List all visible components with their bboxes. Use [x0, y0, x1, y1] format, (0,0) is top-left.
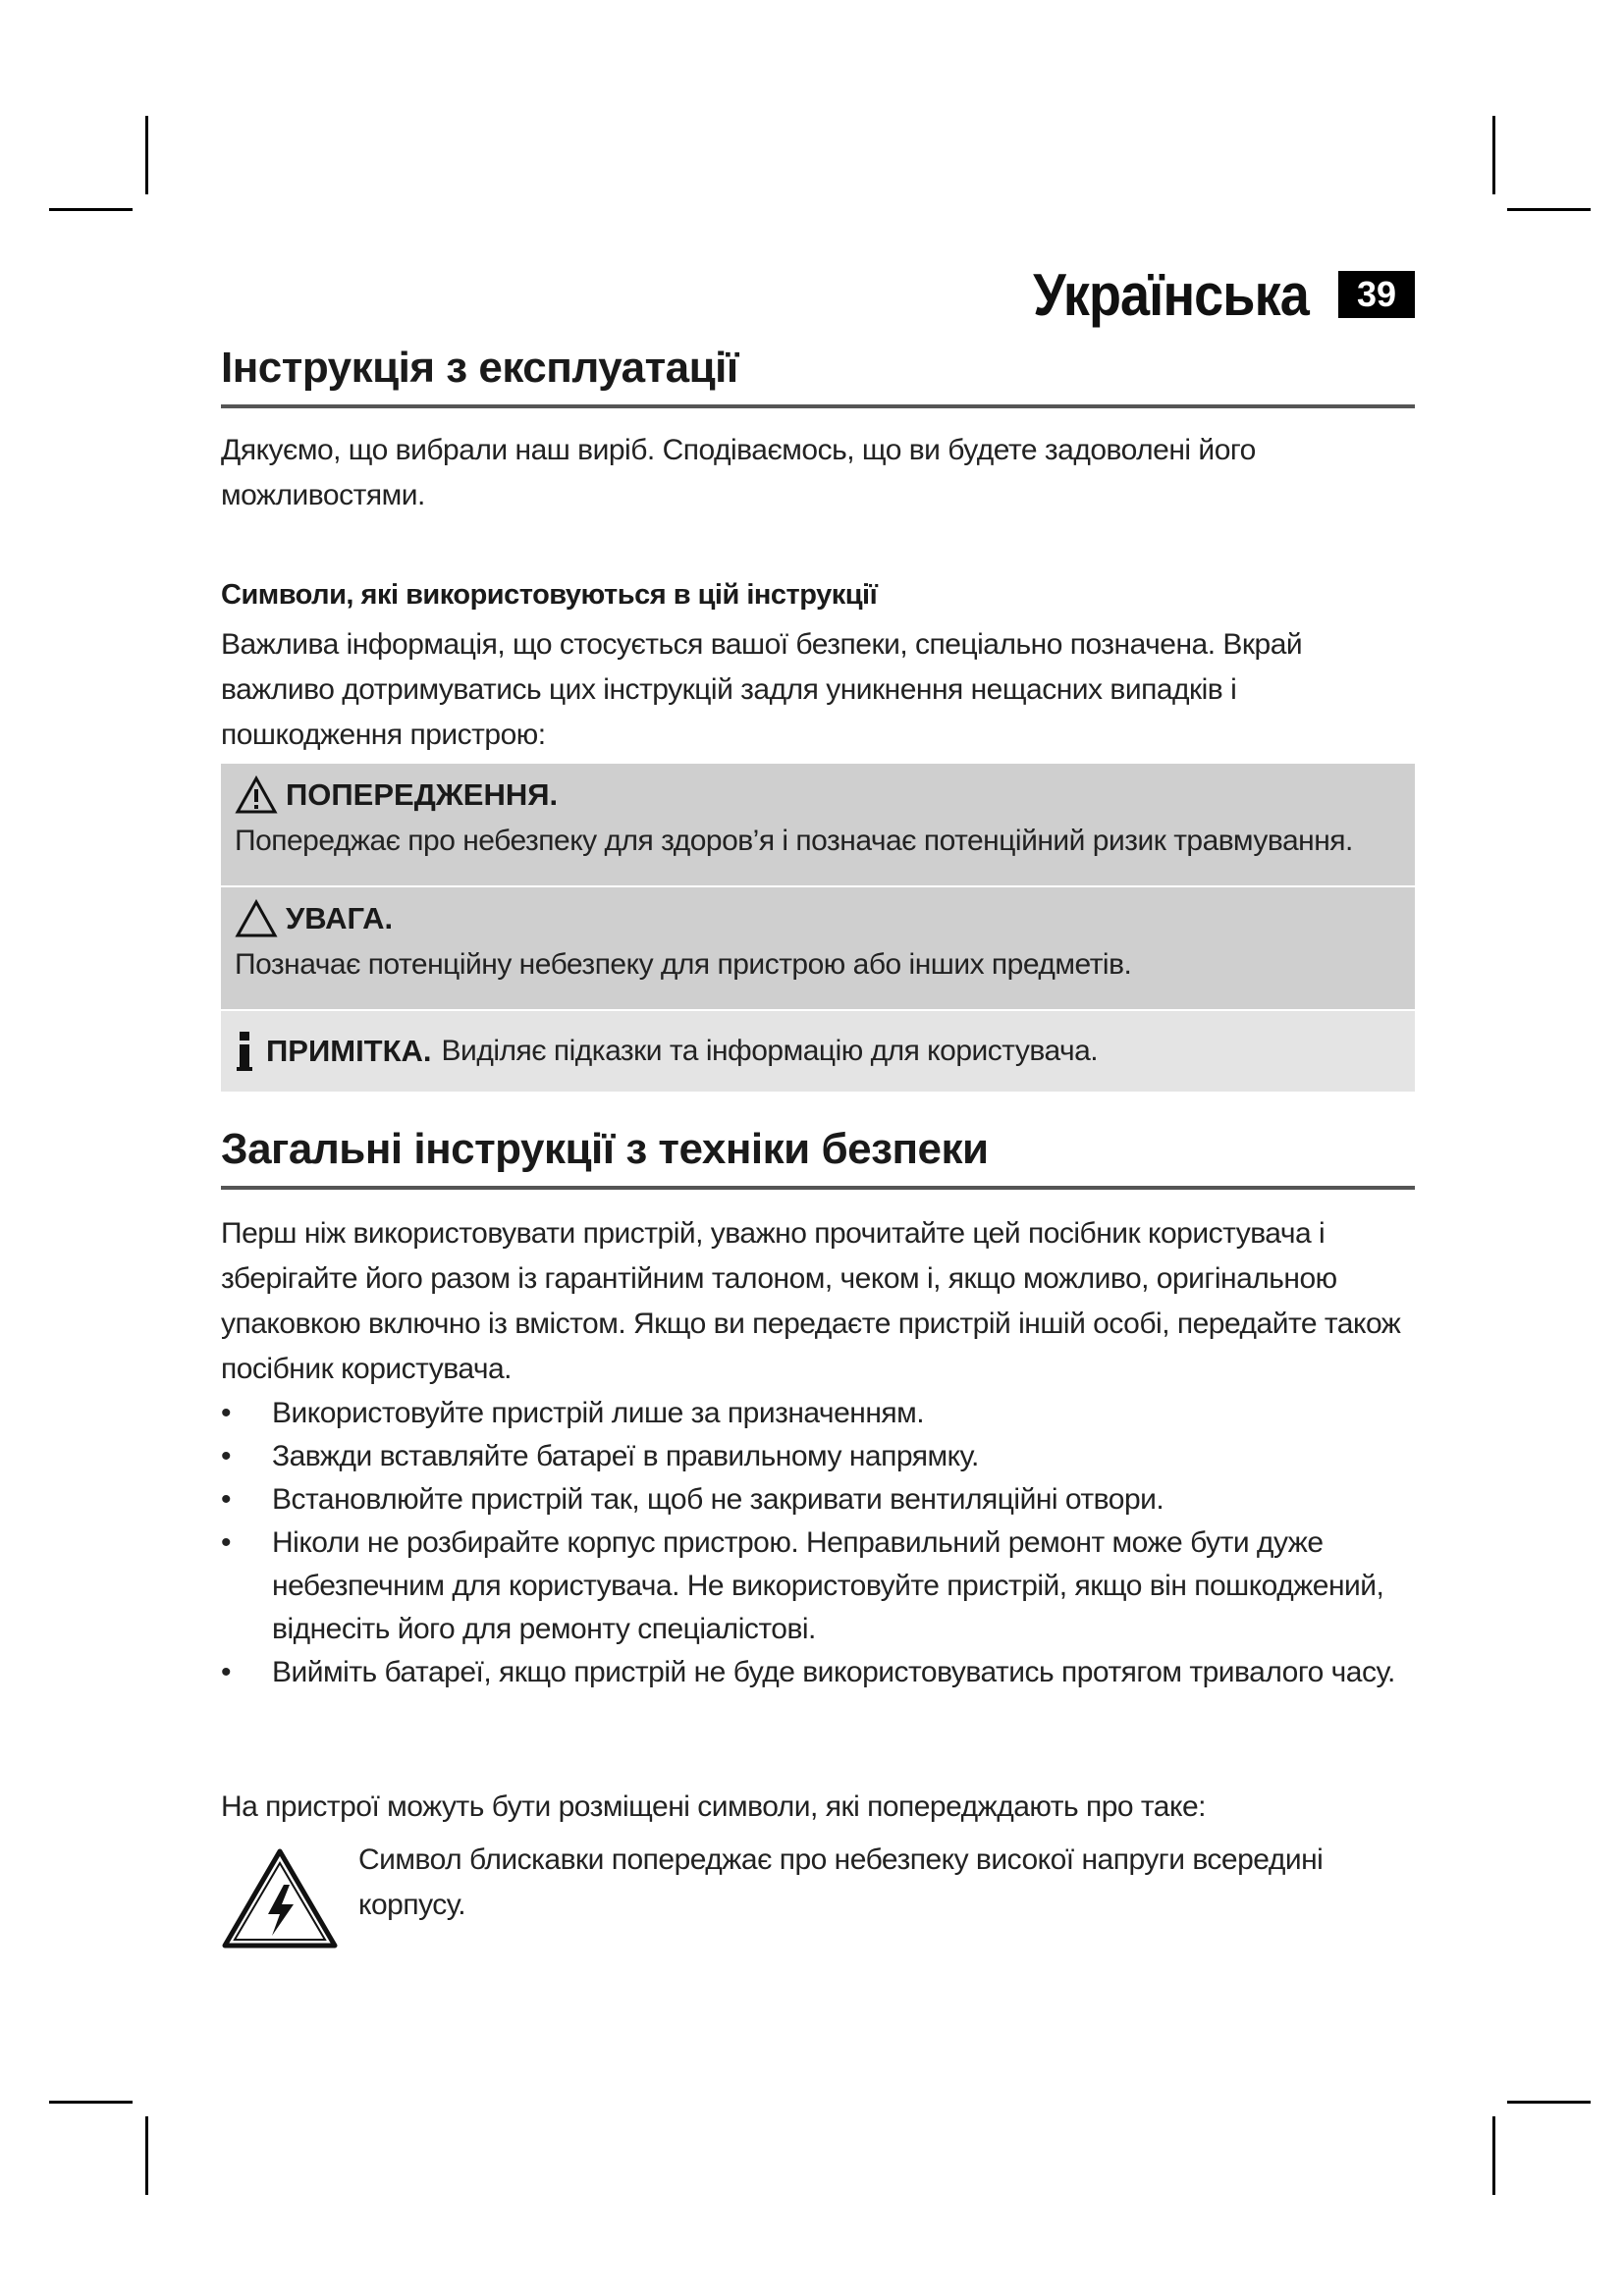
crop-mark: [1507, 2101, 1591, 2104]
section-title-instructions: Інструкція з експлуатації: [221, 344, 1415, 408]
warning-box: [221, 764, 1415, 885]
warning-triangle-icon: [235, 775, 278, 815]
symbols-paragraph: Важлива інформація, що стосується вашої безпеки, спеціально позначена. Вкрай важливо дотримуватись цих інструкцій задля уникнення нещасних випадків і пошкодження пристрою:: [221, 628, 1303, 751]
lightning-symbol-row: [221, 1838, 1415, 1951]
crop-mark: [1507, 208, 1591, 211]
crop-mark: [1492, 2116, 1495, 2195]
intro-paragraph: Дякуємо, що вибрали наш виріб. Сподіваємось, що ви будете задоволені його можливостями.: [221, 434, 1256, 511]
page-number: 39: [1338, 271, 1415, 318]
crop-mark: [145, 2116, 148, 2195]
lightning-warning-icon: [221, 1847, 339, 1951]
safety-bullet-list: [221, 1392, 1415, 1694]
crop-mark: [49, 2101, 133, 2104]
warning-label: ПОПЕРЕДЖЕННЯ.: [286, 777, 559, 812]
warning-text: Попереджає про небезпеку для здоров’я і позначає потенційний ризик травмування.: [235, 825, 1353, 857]
device-symbols-paragraph: На пристрої можуть бути розміщені символи, які попередждають про таке:: [221, 1790, 1206, 1823]
crop-mark: [1492, 116, 1495, 194]
crop-mark: [49, 208, 133, 211]
info-icon: [235, 1030, 256, 1073]
list-item: • Ніколи не розбирайте корпус пристрою. Неправильний ремонт може бути дуже небезпечним для користувача. Не використовуйте пристрій, якщо він пошкоджений, віднесіть його для ремонту спеціалістові.: [221, 1522, 1415, 1651]
list-item: • Завжди вставляйте батареї в правильному напрямку.: [221, 1435, 1415, 1478]
symbols-heading: Символи, які використовуються в цій інструкції: [221, 579, 878, 611]
safety-intro-paragraph: Перш ніж використовувати пристрій, уважно прочитайте цей посібник користувача і зберігайте його разом із гарантійним талоном, чеком і, якщо можливо, оригінальною упаковкою включно із вмістом. Якщо ви передаєте пристрій іншій особі, передайте також посібник користувача.: [221, 1217, 1401, 1385]
lightning-symbol-text: Символ блискавки попереджає про небезпеку високої напруги всередині корпусу.: [358, 1843, 1324, 1921]
caution-triangle-icon: [235, 899, 278, 938]
note-label: ПРИМІТКА.: [266, 1034, 432, 1068]
language-title: Українська: [1033, 261, 1309, 328]
list-item: • Використовуйте пристрій лише за призначенням.: [221, 1392, 1415, 1435]
language-header: [1002, 263, 1415, 326]
caution-label: УВАГА.: [286, 901, 394, 935]
note-text: Виділяє підказки та інформацію для користувача.: [441, 1035, 1099, 1067]
section-title-safety: Загальні інструкції з техніки безпеки: [221, 1125, 1415, 1190]
crop-mark: [145, 116, 148, 194]
list-item: • Вийміть батареї, якщо пристрій не буде використовуватись протягом тривалого часу.: [221, 1651, 1415, 1694]
note-box: [221, 1011, 1415, 1092]
caution-text: Позначає потенційну небезпеку для пристрою або інших предметів.: [235, 948, 1132, 981]
list-item: • Встановлюйте пристрій так, щоб не закривати вентиляційні отвори.: [221, 1478, 1415, 1522]
caution-box: [221, 887, 1415, 1009]
